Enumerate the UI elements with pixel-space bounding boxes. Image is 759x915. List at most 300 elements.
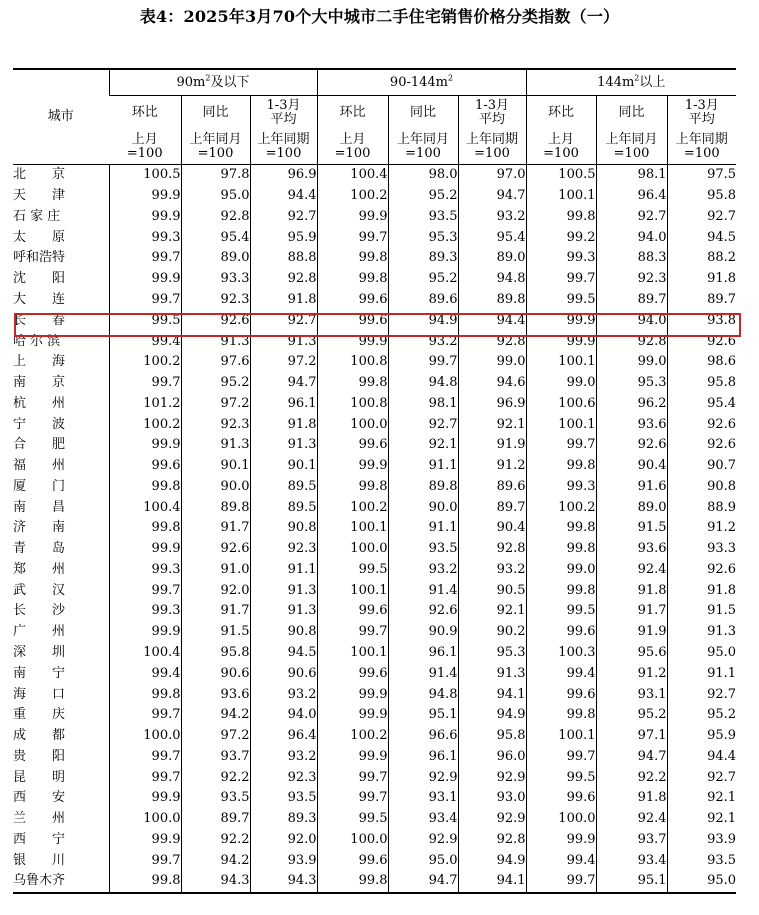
value-cell: 91.2 [596,663,667,684]
value-cell: 99.2 [526,227,596,248]
value-cell: 100.0 [317,539,388,560]
value-cell: 94.0 [250,705,317,726]
value-cell: 100.1 [526,726,596,747]
city-cell: 宁 波 [13,416,66,432]
table-row [13,705,736,726]
value-cell: 100.2 [109,352,181,373]
value-cell: 90.9 [388,622,458,643]
sub-header-line: 环比 [131,105,158,120]
value-cell: 99.7 [109,746,181,767]
table-row [13,601,736,622]
value-cell: 96.4 [596,186,667,207]
value-cell: 92.7 [250,310,317,331]
value-cell: 100.3 [526,643,596,664]
base-header-line: =100 [474,146,510,161]
value-cell: 100.0 [317,414,388,435]
value-cell: 99.6 [317,435,388,456]
value-cell: 94.5 [250,643,317,664]
table-header [13,69,736,165]
value-cell: 91.3 [181,435,250,456]
value-cell: 101.2 [109,393,181,414]
value-cell: 99.7 [317,767,388,788]
value-cell: 96.1 [388,746,458,767]
value-cell: 91.4 [388,663,458,684]
value-cell: 100.6 [526,393,596,414]
base-header-cell [250,130,317,165]
value-cell: 96.1 [388,643,458,664]
value-cell: 92.0 [181,580,250,601]
value-cell: 94.1 [458,871,526,893]
value-cell: 89.0 [458,248,526,269]
sub-header-line: 平均 [688,112,715,127]
value-cell: 93.1 [388,788,458,809]
value-cell: 94.0 [596,310,667,331]
value-cell: 96.2 [596,393,667,414]
value-cell: 89.3 [388,248,458,269]
city-cell: 西 安 [13,790,66,806]
base-header-cell [667,130,736,165]
value-cell: 92.9 [458,767,526,788]
value-cell: 92.8 [458,539,526,560]
value-cell: 91.8 [667,580,736,601]
value-cell: 99.7 [109,850,181,871]
value-cell: 89.0 [181,248,250,269]
value-cell: 99.6 [317,310,388,331]
value-cell: 99.0 [526,373,596,394]
value-cell: 96.6 [388,726,458,747]
city-cell: 哈 尔 滨 [13,333,61,349]
city-cell: 合 肥 [13,437,66,453]
value-cell: 99.9 [109,269,181,290]
base-header-line: 上年同月 [189,132,242,147]
value-cell: 92.9 [458,809,526,830]
table-title: 表4：2025年3月70个大中城市二手住宅销售价格分类指数（一） [139,7,620,26]
value-cell: 95.8 [667,186,736,207]
value-cell: 92.7 [250,207,317,228]
value-cell: 93.2 [388,560,458,581]
value-cell: 92.7 [667,767,736,788]
value-cell: 99.0 [458,352,526,373]
value-cell: 95.1 [388,705,458,726]
value-cell: 93.5 [388,539,458,560]
value-cell: 99.8 [526,518,596,539]
value-cell: 99.4 [109,663,181,684]
value-cell: 97.2 [250,352,317,373]
base-header-line: 上月 [339,132,366,147]
value-cell: 99.6 [526,788,596,809]
value-cell: 99.3 [109,601,181,622]
value-cell: 99.6 [526,684,596,705]
value-cell: 95.2 [388,186,458,207]
value-cell: 91.9 [458,435,526,456]
value-cell: 99.9 [109,207,181,228]
value-cell: 91.6 [596,476,667,497]
value-cell: 99.7 [526,746,596,767]
city-cell: 天 津 [13,188,66,204]
value-cell: 92.8 [458,830,526,851]
value-cell: 92.6 [596,435,667,456]
value-cell: 98.1 [596,165,667,186]
city-cell: 兰 州 [13,811,66,827]
value-cell: 99.8 [526,456,596,477]
city-cell: 广 州 [13,624,66,640]
value-cell: 99.9 [317,207,388,228]
value-cell: 89.5 [250,476,317,497]
value-cell: 95.6 [596,643,667,664]
value-cell: 94.6 [458,373,526,394]
value-cell: 90.6 [181,663,250,684]
value-cell: 99.3 [526,248,596,269]
value-cell: 92.7 [596,207,667,228]
value-cell: 92.7 [667,207,736,228]
value-cell: 92.6 [667,414,736,435]
value-cell: 94.4 [250,186,317,207]
value-cell: 93.9 [667,830,736,851]
value-cell: 97.6 [181,352,250,373]
sub-header-line: 同比 [202,105,229,120]
value-cell: 99.9 [317,684,388,705]
value-cell: 99.3 [526,476,596,497]
value-cell: 95.4 [458,227,526,248]
value-cell: 95.3 [388,227,458,248]
city-cell: 成 都 [13,728,66,744]
value-cell: 91.8 [596,580,667,601]
table-row [13,186,736,207]
value-cell: 100.5 [109,165,181,186]
city-cell: 南 京 [13,375,66,391]
value-cell: 94.8 [388,684,458,705]
base-header-line: =100 [683,146,720,161]
value-cell: 92.8 [181,207,250,228]
value-cell: 94.9 [458,705,526,726]
city-cell: 乌鲁木齐 [13,871,109,893]
city-cell: 济 南 [13,520,66,536]
sub-header-cell [458,96,526,131]
table-row [13,809,736,830]
table-row [13,290,736,311]
sub-header-line: 同比 [410,105,437,120]
value-cell: 92.2 [596,767,667,788]
table-row [13,830,736,851]
value-cell: 99.6 [317,850,388,871]
base-header-line: =100 [543,146,579,161]
value-cell: 90.2 [458,622,526,643]
value-cell: 100.1 [526,414,596,435]
group-header-144-above: $144m^2$以上 [526,69,736,96]
value-cell: 91.8 [250,290,317,311]
value-cell: 99.8 [317,269,388,290]
value-cell: 92.2 [181,830,250,851]
value-cell: 95.4 [181,227,250,248]
value-cell: 89.6 [458,476,526,497]
city-cell: 重 庆 [13,707,66,723]
city-cell: 上 海 [13,354,66,370]
value-cell: 95.0 [667,871,736,893]
value-cell: 92.3 [250,539,317,560]
value-cell: 93.2 [458,207,526,228]
city-cell: 西 宁 [13,831,66,847]
value-cell: 89.5 [250,497,317,518]
base-header-line: 上月 [131,132,158,147]
value-cell: 96.9 [250,165,317,186]
value-cell: 99.7 [526,435,596,456]
value-cell: 96.4 [250,726,317,747]
table-row [13,497,736,518]
value-cell: 99.9 [317,331,388,352]
value-cell: 99.5 [526,290,596,311]
sub-header-line: 1-3月 [266,98,301,113]
value-cell: 92.6 [181,539,250,560]
city-cell: 太 原 [13,229,66,245]
value-cell: 99.9 [109,539,181,560]
value-cell: 91.2 [667,518,736,539]
table-row [13,746,736,767]
value-cell: 99.5 [109,310,181,331]
value-cell: 91.8 [667,269,736,290]
value-cell: 99.9 [317,746,388,767]
value-cell: 98.0 [388,165,458,186]
value-cell: 94.7 [596,746,667,767]
value-cell: 99.7 [388,352,458,373]
value-cell: 99.6 [109,456,181,477]
table-row [13,684,736,705]
sub-header-line: 同比 [618,105,645,120]
value-cell: 99.7 [109,705,181,726]
city-cell: 深 圳 [13,644,66,660]
value-cell: 99.9 [526,830,596,851]
value-cell: 100.4 [317,165,388,186]
table-row [13,269,736,290]
value-cell: 95.2 [388,269,458,290]
value-cell: 99.5 [317,809,388,830]
table-row [13,165,736,186]
value-cell: 91.3 [250,331,317,352]
sub-header-cell [596,96,667,131]
table-row [13,663,736,684]
value-cell: 91.3 [250,435,317,456]
table-row [13,414,736,435]
value-cell: 99.8 [526,539,596,560]
city-cell: 福 州 [13,458,66,474]
city-cell: 南 昌 [13,499,66,515]
value-cell: 100.4 [109,497,181,518]
city-column-header: 城市 [13,69,109,165]
value-cell: 91.7 [596,601,667,622]
city-cell: 厦 门 [13,478,66,494]
city-cell: 大 连 [13,291,66,307]
value-cell: 91.1 [667,663,736,684]
value-cell: 94.4 [667,746,736,767]
value-cell: 99.9 [317,456,388,477]
value-cell: 92.3 [181,414,250,435]
value-cell: 91.3 [250,601,317,622]
value-cell: 94.9 [458,850,526,871]
value-cell: 93.1 [596,684,667,705]
value-cell: 90.8 [250,518,317,539]
value-cell: 99.7 [109,580,181,601]
value-cell: 99.7 [526,871,596,893]
city-cell: 银 川 [13,852,66,868]
value-cell: 91.5 [181,622,250,643]
value-cell: 91.1 [250,560,317,581]
value-cell: 91.0 [181,560,250,581]
value-cell: 91.7 [181,601,250,622]
base-header-line: 上年同月 [605,132,658,147]
value-cell: 94.4 [458,310,526,331]
value-cell: 93.7 [181,746,250,767]
sub-header-cell [181,96,250,131]
value-cell: 99.4 [109,331,181,352]
sub-header-line: 1-3月 [475,98,509,113]
value-cell: 89.7 [181,809,250,830]
value-cell: 91.3 [458,663,526,684]
value-cell: 93.4 [596,850,667,871]
value-cell: 100.1 [526,352,596,373]
value-cell: 88.8 [250,248,317,269]
value-cell: 89.7 [458,497,526,518]
value-cell: 99.4 [526,663,596,684]
value-cell: 99.9 [109,186,181,207]
sub-header-line: 平均 [479,112,506,127]
value-cell: 100.2 [109,414,181,435]
value-cell: 93.7 [596,830,667,851]
table-row [13,560,736,581]
city-cell: 长 沙 [13,603,66,619]
value-cell: 94.9 [388,310,458,331]
value-cell: 97.2 [181,393,250,414]
value-cell: 95.2 [181,373,250,394]
value-cell: 92.1 [458,414,526,435]
value-cell: 93.5 [388,207,458,228]
value-cell: 94.7 [388,871,458,893]
value-cell: 99.3 [109,227,181,248]
value-cell: 95.8 [458,726,526,747]
value-cell: 97.0 [458,165,526,186]
value-cell: 95.3 [458,643,526,664]
value-cell: 99.9 [526,310,596,331]
value-cell: 100.2 [317,726,388,747]
value-cell: 94.8 [458,269,526,290]
value-cell: 91.5 [596,518,667,539]
value-cell: 95.0 [388,850,458,871]
value-cell: 93.5 [250,788,317,809]
base-header-line: 上年同期 [257,132,310,147]
value-cell: 99.6 [526,622,596,643]
value-cell: 100.1 [317,643,388,664]
sub-header-cell [109,96,181,131]
value-cell: 89.8 [388,476,458,497]
value-cell: 95.9 [667,726,736,747]
base-header-row [13,130,736,165]
value-cell: 90.8 [250,622,317,643]
base-header-line: =100 [613,146,650,161]
value-cell: 90.0 [388,497,458,518]
table-row [13,871,736,893]
value-cell: 99.9 [526,331,596,352]
value-cell: 99.9 [109,435,181,456]
value-cell: 99.7 [317,227,388,248]
value-cell: 94.3 [250,871,317,893]
city-cell: 沈 阳 [13,271,66,287]
city-cell: 武 汉 [13,582,66,598]
value-cell: 95.3 [596,373,667,394]
value-cell: 91.3 [181,331,250,352]
value-cell: 90.8 [667,476,736,497]
value-cell: 99.5 [526,767,596,788]
table-row [13,352,736,373]
sub-header-cell [667,96,736,131]
table-row [13,373,736,394]
table-row [13,207,736,228]
table-row [13,622,736,643]
value-cell: 92.6 [667,435,736,456]
value-cell: 90.4 [596,456,667,477]
value-cell: 89.8 [458,290,526,311]
value-cell: 91.1 [388,518,458,539]
table-row [13,850,736,871]
base-header-line: =100 [197,146,234,161]
base-header-line: =100 [334,146,371,161]
value-cell: 89.8 [181,497,250,518]
sub-header-cell [388,96,458,131]
value-cell: 92.1 [667,809,736,830]
base-header-cell [181,130,250,165]
value-cell: 92.0 [250,830,317,851]
value-cell: 90.1 [181,456,250,477]
table-row [13,310,736,331]
base-header-cell [526,130,596,165]
table-row [13,767,736,788]
value-cell: 89.7 [596,290,667,311]
table-row [13,643,736,664]
value-cell: 97.2 [181,726,250,747]
value-cell: 99.4 [526,850,596,871]
value-cell: 95.8 [667,373,736,394]
value-cell: 100.0 [526,809,596,830]
value-cell: 99.7 [109,248,181,269]
value-cell: 94.8 [388,373,458,394]
table-row [13,518,736,539]
value-cell: 91.9 [596,622,667,643]
city-cell: 海 口 [13,686,66,702]
table-row [13,248,736,269]
value-cell: 92.6 [667,560,736,581]
sub-header-cell [526,96,596,131]
value-cell: 100.2 [317,186,388,207]
value-cell: 91.8 [596,788,667,809]
value-cell: 100.1 [317,518,388,539]
group-header-90-below: $90m^2$及以下 [109,69,317,96]
value-cell: 99.8 [109,684,181,705]
value-cell: 99.9 [109,830,181,851]
value-cell: 88.9 [667,497,736,518]
value-cell: 100.2 [526,497,596,518]
value-cell: 100.0 [317,830,388,851]
group-header-90-144: $90-144m^2$ [317,69,526,96]
value-cell: 92.3 [250,767,317,788]
value-cell: 91.2 [458,456,526,477]
value-cell: 97.8 [181,165,250,186]
value-cell: 99.5 [526,601,596,622]
value-cell: 94.7 [250,373,317,394]
base-header-cell [458,130,526,165]
city-cell: 长 春 [13,312,66,328]
value-cell: 99.0 [596,352,667,373]
value-cell: 89.3 [250,809,317,830]
value-cell: 92.6 [181,310,250,331]
value-cell: 99.9 [109,788,181,809]
value-cell: 99.8 [317,871,388,893]
